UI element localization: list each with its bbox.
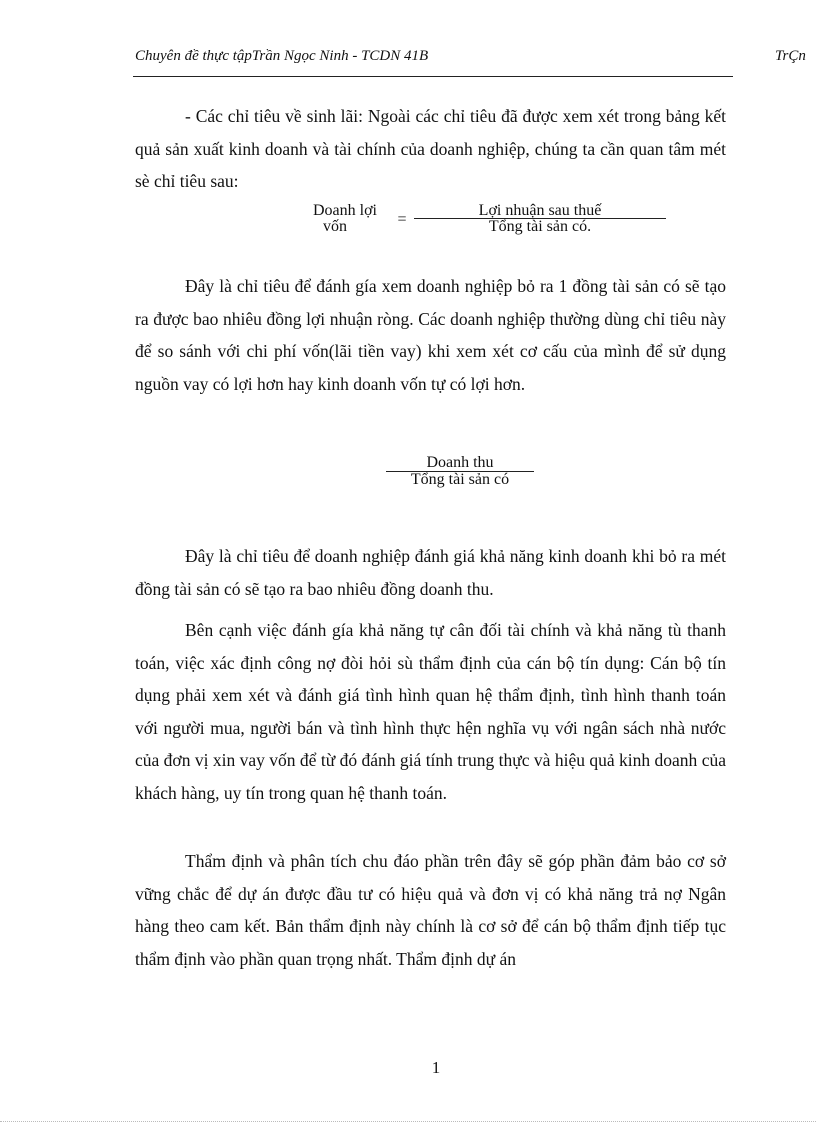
formula2-numerator: Doanh thu xyxy=(426,454,494,471)
paragraph-credit-appraisal: Bên cạnh việc đánh gía khả năng tự cân đối tài chính và khả năng tù thanh toán, việc xác định công nợ đòi hỏi sù thẩm định của cán bộ tín dụng: Cán bộ tín dụng phải xem xét và đánh giá tình hình quan hệ thẩm định, tình hình thanh toán với người mua, người bán và tình hình thực hện nghĩa vụ với ngân sách nhà nước của đơn vị xin vay vốn để từ đó đánh giá tính trung thực và hiệu quả kinh doanh của khách hàng, uy tín trong quan hệ thanh toán. xyxy=(135,620,726,803)
formula-equals: = xyxy=(397,211,407,228)
formula-numerator: Lợi nhuận sau thuế xyxy=(478,202,602,219)
paragraph-roa-explanation: Đây là chỉ tiêu để đánh gía xem doanh nghiệp bỏ ra 1 đồng tài sản có sẽ tạo ra được bao nhiêu đồng lợi nhuận ròng. Các doanh nghiệp thường dùng chỉ tiêu này để so sánh với chi phí vốn(lãi tiền vay) khi xem xét cơ cấu của mình để sử dụng nguồn vay có lợi hơn hay kinh doanh vốn tự có lợi hơn. xyxy=(135,276,726,394)
header-divider xyxy=(133,76,733,77)
paragraph-profitability-intro: - Các chỉ tiêu về sinh lãi: Ngoài các chỉ tiêu đã được xem xét trong bảng kết quả sản xuất kinh doanh và tài chính của doanh nghiệp, chúng ta cần quan tâm mét sè chỉ tiêu sau: xyxy=(135,106,726,191)
formula-denominator: Tổng tài sản có. xyxy=(488,218,592,235)
page-bottom-border xyxy=(0,1121,816,1122)
formula2-denominator: Tổng tài sản có xyxy=(410,471,510,488)
formula-lhs-line2: vốn xyxy=(323,218,347,235)
running-header-right: TrÇn xyxy=(775,48,806,64)
formula-lhs-line1: Doanh lợi xyxy=(312,202,377,219)
running-header-title: Chuyên đề thực tậpTrần Ngọc Ninh - TCDN 41B xyxy=(135,48,429,64)
paragraph-turnover-explanation: Đây là chỉ tiêu để doanh nghiệp đánh giá khả năng kinh doanh khi bỏ ra mét đồng tài sản có sẽ tạo ra bao nhiêu đồng doanh thu. xyxy=(135,546,726,599)
paragraph-appraisal-conclusion: Thẩm định và phân tích chu đáo phần trên đây sẽ góp phần đảm bảo cơ sở vững chắc để dự án được đầu tư có hiệu quả và đơn vị có khả năng trả nợ Ngân hàng theo cam kết. Bản thẩm định này chính là cơ sở để cán bộ thẩm định tiếp tục thẩm định vào phần quan trọng nhất. Thẩm định dự án xyxy=(135,851,726,969)
page-number: 1 xyxy=(431,1058,441,1077)
